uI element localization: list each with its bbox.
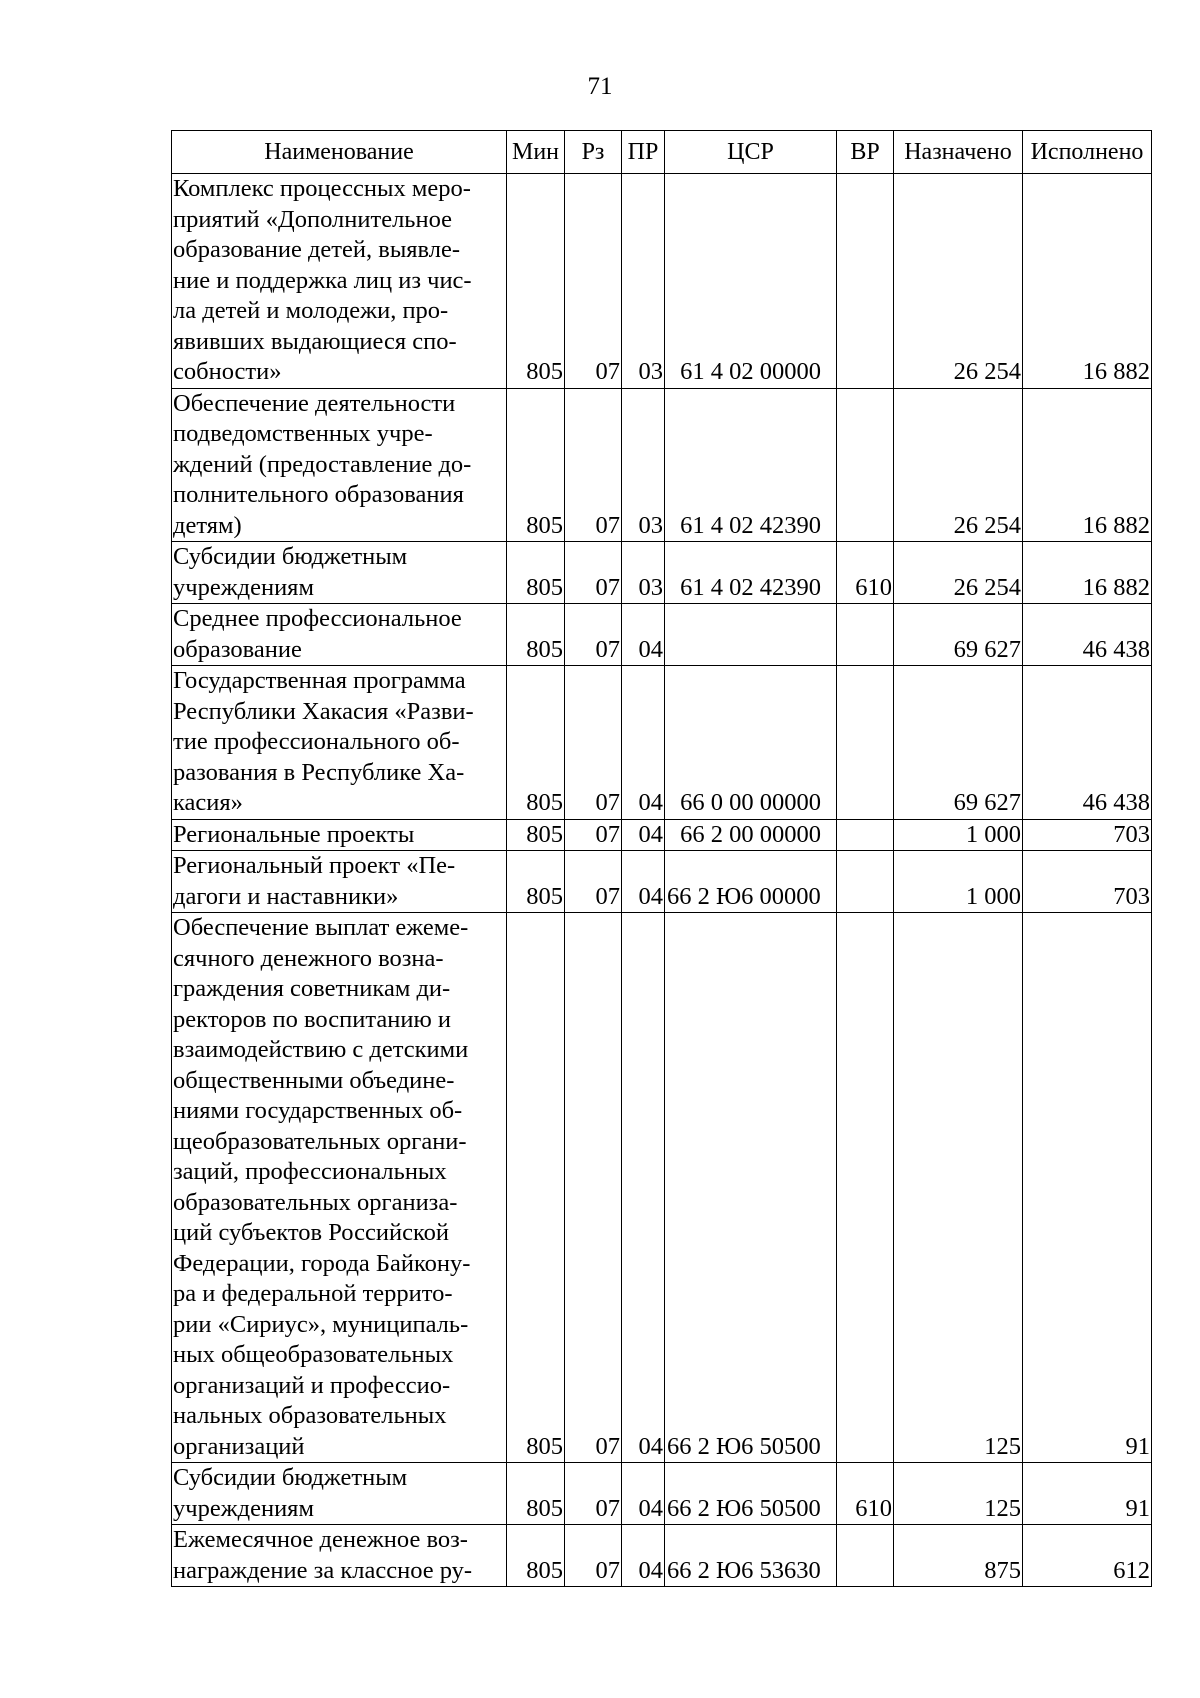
row-assigned: 26 254 xyxy=(894,174,1023,389)
row-name xyxy=(172,542,507,604)
row-name-line: ных общеобразовательных xyxy=(173,1341,454,1368)
row-name xyxy=(172,851,507,913)
row-assigned: 26 254 xyxy=(894,388,1023,542)
table-row xyxy=(172,388,1152,542)
row-name-line: Ежемесячное денежное воз- xyxy=(173,1526,468,1553)
row-min: 805 xyxy=(507,1525,565,1587)
row-csr: 66 0 00 00000 xyxy=(665,666,837,820)
row-name-line: ние и поддержка лиц из чис- xyxy=(173,266,472,294)
row-rz: 07 xyxy=(565,913,622,1463)
row-csr: 66 2 Ю6 53630 xyxy=(665,1525,837,1587)
row-name-line: собности» xyxy=(173,358,282,385)
table-row xyxy=(172,851,1152,913)
row-pr: 03 xyxy=(622,388,665,542)
row-name-line: Обеспечение выплат ежеме- xyxy=(173,914,469,941)
row-vr xyxy=(837,174,894,389)
row-min: 805 xyxy=(507,819,565,851)
row-executed: 91 xyxy=(1023,913,1152,1463)
row-name xyxy=(172,388,507,542)
row-min: 805 xyxy=(507,913,565,1463)
row-name-line: сячного денежного возна- xyxy=(173,944,444,972)
row-name-line: взаимодействию с детскими xyxy=(173,1036,469,1063)
row-name-line: касия» xyxy=(173,789,243,816)
row-name xyxy=(172,1525,507,1587)
row-executed: 703 xyxy=(1023,851,1152,913)
row-name-line: Федерации, города Байкону- xyxy=(173,1249,471,1277)
row-assigned: 69 627 xyxy=(894,604,1023,666)
row-executed: 46 438 xyxy=(1023,666,1152,820)
row-executed: 612 xyxy=(1023,1525,1152,1587)
row-name-line: образовательных организа- xyxy=(173,1188,458,1216)
row-rz: 07 xyxy=(565,174,622,389)
row-rz: 07 xyxy=(565,666,622,820)
row-name-line: Республики Хакасия «Разви- xyxy=(173,697,474,725)
budget-table xyxy=(171,130,1152,1587)
row-vr xyxy=(837,604,894,666)
row-name-line: награждение за классное ру- xyxy=(173,1556,473,1584)
row-pr: 04 xyxy=(622,604,665,666)
row-name xyxy=(172,174,507,389)
row-pr: 04 xyxy=(622,1463,665,1525)
row-executed: 16 882 xyxy=(1023,174,1152,389)
table-row xyxy=(172,604,1152,666)
row-assigned: 875 xyxy=(894,1525,1023,1587)
row-min: 805 xyxy=(507,542,565,604)
row-vr xyxy=(837,666,894,820)
row-name-line: подведомственных учре- xyxy=(173,420,433,447)
row-name xyxy=(172,1463,507,1525)
row-vr xyxy=(837,851,894,913)
row-name-line: Региональный проект «Пе- xyxy=(173,852,456,879)
row-min: 805 xyxy=(507,1463,565,1525)
row-assigned: 1 000 xyxy=(894,819,1023,851)
header-rz: Рз xyxy=(565,131,622,174)
row-name-line: образование детей, выявле- xyxy=(173,236,461,263)
row-name-line: ниями государственных об- xyxy=(173,1097,463,1124)
row-rz: 07 xyxy=(565,851,622,913)
row-name-line: Комплекс процессных меро- xyxy=(173,175,471,202)
row-vr xyxy=(837,1525,894,1587)
row-name-line: детям) xyxy=(173,511,242,539)
row-pr: 04 xyxy=(622,913,665,1463)
row-csr: 66 2 00 00000 xyxy=(665,819,837,851)
row-executed: 703 xyxy=(1023,819,1152,851)
table-body xyxy=(172,174,1152,1587)
row-csr: 61 4 02 00000 xyxy=(665,174,837,389)
header-name: Наименование xyxy=(172,131,507,174)
row-name-line: учреждениям xyxy=(173,1494,314,1522)
row-pr: 04 xyxy=(622,1525,665,1587)
row-name-line: граждения советникам ди- xyxy=(173,975,451,1002)
row-name-line: учреждениям xyxy=(173,573,314,601)
row-executed: 46 438 xyxy=(1023,604,1152,666)
table-row xyxy=(172,819,1152,851)
row-csr: 61 4 02 42390 xyxy=(665,542,837,604)
row-csr: 66 2 Ю6 50500 xyxy=(665,913,837,1463)
row-min: 805 xyxy=(507,851,565,913)
row-name-line: ций субъектов Российской xyxy=(173,1219,449,1246)
header-row xyxy=(172,131,1152,174)
row-min: 805 xyxy=(507,604,565,666)
row-name-line: тие профессионального об- xyxy=(173,728,460,755)
row-name-line: организаций xyxy=(173,1432,305,1460)
row-name-line: явивших выдающиеся спо- xyxy=(173,327,457,355)
row-vr: 610 xyxy=(837,1463,894,1525)
row-name-line: нальных образовательных xyxy=(173,1402,447,1429)
table-row xyxy=(172,913,1152,1463)
row-vr xyxy=(837,819,894,851)
row-rz: 07 xyxy=(565,1463,622,1525)
row-name-line: ра и федеральной террито- xyxy=(173,1280,453,1307)
row-name-line: общественными объедине- xyxy=(173,1066,455,1094)
table-row xyxy=(172,542,1152,604)
row-name-line: Субсидии бюджетным xyxy=(173,543,408,570)
row-assigned: 1 000 xyxy=(894,851,1023,913)
row-rz: 07 xyxy=(565,388,622,542)
row-vr xyxy=(837,388,894,542)
row-name xyxy=(172,604,507,666)
row-vr xyxy=(837,913,894,1463)
row-executed: 16 882 xyxy=(1023,388,1152,542)
row-rz: 07 xyxy=(565,604,622,666)
row-name-line: Государственная программа xyxy=(173,667,466,694)
row-pr: 04 xyxy=(622,819,665,851)
row-rz: 07 xyxy=(565,819,622,851)
row-name-line: Обеспечение деятельности xyxy=(173,389,456,417)
header-assigned: Назначено xyxy=(894,131,1023,174)
row-assigned: 125 xyxy=(894,913,1023,1463)
table-row xyxy=(172,666,1152,820)
row-name-line: ждений (предоставление до- xyxy=(173,450,472,478)
row-assigned: 69 627 xyxy=(894,666,1023,820)
row-min: 805 xyxy=(507,666,565,820)
row-csr: 66 2 Ю6 50500 xyxy=(665,1463,837,1525)
row-rz: 07 xyxy=(565,1525,622,1587)
row-name-line: Субсидии бюджетным xyxy=(173,1464,408,1491)
row-name-line: организаций и профессио- xyxy=(173,1371,451,1399)
row-name-line: образование xyxy=(173,635,302,663)
row-name xyxy=(172,819,507,851)
header-csr: ЦСР xyxy=(665,131,837,174)
row-name-line: полнительного образования xyxy=(173,481,464,508)
row-csr: 66 2 Ю6 00000 xyxy=(665,851,837,913)
row-pr: 04 xyxy=(622,666,665,820)
row-executed: 16 882 xyxy=(1023,542,1152,604)
row-name-line: заций, профессиональных xyxy=(173,1158,447,1185)
row-name-line: дагоги и наставники» xyxy=(173,882,399,910)
page-number: 71 xyxy=(587,73,613,100)
row-min: 805 xyxy=(507,388,565,542)
row-pr: 03 xyxy=(622,542,665,604)
row-executed: 91 xyxy=(1023,1463,1152,1525)
row-name-line: ректоров по воспитанию и xyxy=(173,1005,452,1033)
row-name-line: Региональные проекты xyxy=(173,820,415,848)
row-csr xyxy=(665,604,837,666)
row-name xyxy=(172,666,507,820)
row-pr: 03 xyxy=(622,174,665,389)
header-pr: ПР xyxy=(622,131,665,174)
header-executed: Исполнено xyxy=(1023,131,1152,174)
row-pr: 04 xyxy=(622,851,665,913)
row-min: 805 xyxy=(507,174,565,389)
row-vr: 610 xyxy=(837,542,894,604)
table-row xyxy=(172,174,1152,389)
row-assigned: 125 xyxy=(894,1463,1023,1525)
table-row xyxy=(172,1525,1152,1587)
row-name-line: разования в Республике Ха- xyxy=(173,758,465,786)
row-name xyxy=(172,913,507,1463)
row-name-line: щеобразовательных органи- xyxy=(173,1127,467,1155)
header-min: Мин xyxy=(507,131,565,174)
table-header xyxy=(172,131,1152,174)
row-name-line: рии «Сириус», муниципаль- xyxy=(173,1310,469,1338)
row-name-line: Среднее профессиональное xyxy=(173,605,462,632)
row-name-line: приятий «Дополнительное xyxy=(173,205,453,233)
table-row xyxy=(172,1463,1152,1525)
row-rz: 07 xyxy=(565,542,622,604)
header-vr: ВР xyxy=(837,131,894,174)
row-csr: 61 4 02 42390 xyxy=(665,388,837,542)
row-name-line: ла детей и молодежи, про- xyxy=(173,297,449,324)
row-assigned: 26 254 xyxy=(894,542,1023,604)
